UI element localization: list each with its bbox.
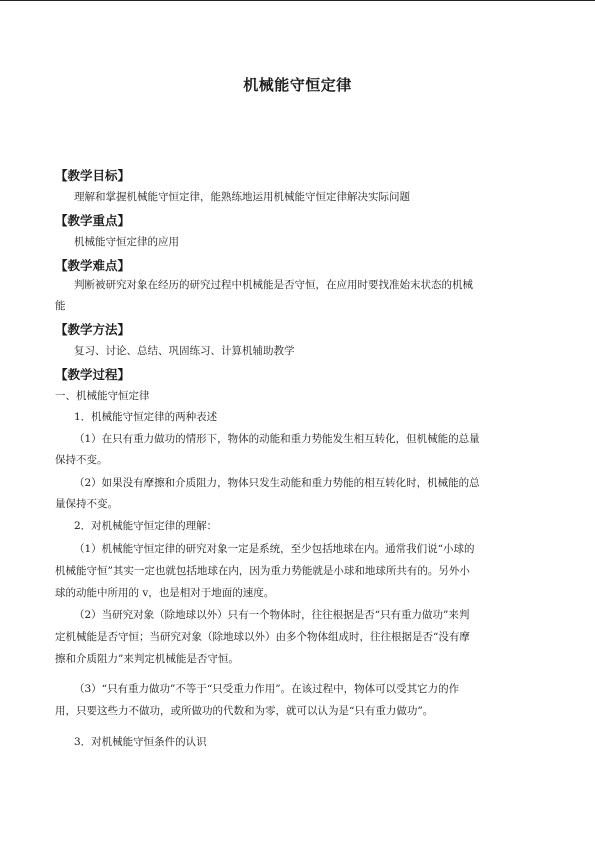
difficult-text-line2: 能	[55, 300, 66, 312]
difficult-text-line1: 判断被研究对象在经历的研究过程中机械能是否守恒，在应用时要找准始末状态的机械	[74, 279, 473, 291]
p3-line3: 球的动能中所用的 v，也是相对于地面的速度。	[55, 587, 275, 599]
heading-key-point: 【教学重点】	[55, 213, 131, 228]
p4-line2: 定机械能是否守恒；当研究对象（除地球以外）由多个物体组成时，往往根据是否“没有摩	[55, 631, 470, 643]
item3-heading: 3．对机械能守恒条件的认识	[74, 736, 207, 748]
p2-line2: 量保持不变。	[55, 498, 118, 510]
p4-line3: 擦和介质阻力”来判定机械能是否守恒。	[55, 653, 239, 665]
p1-line1: （1）在只有重力做功的情形下，物体的动能和重力势能发生相互转化，但机械能的总量	[74, 433, 480, 445]
item1-heading: 1．机械能守恒定律的两种表述	[74, 411, 218, 423]
method-text: 复习、讨论、总结、巩固练习、计算机辅助教学	[74, 345, 295, 357]
p2-line1: （2）如果没有摩擦和介质阻力，物体只发生动能和重力势能的相互转化时，机械能的总	[74, 477, 480, 489]
p5-line1: （3）“只有重力做功”不等于“只受重力作用”。在该过程中，物体可以受其它力的作	[74, 683, 460, 695]
p5-line2: 用，只要这些力不做功，或所做功的代数和为零，就可以认为是“只有重力做功”。	[55, 705, 434, 717]
p3-line2: 机械能守恒”其实一定也就包括地球在内，因为重力势能就是小球和地球所共有的。另外小	[55, 565, 470, 577]
p1-line2: 保持不变。	[55, 454, 108, 466]
heading-teaching-method: 【教学方法】	[55, 322, 131, 337]
heading-teaching-process: 【教学过程】	[55, 367, 131, 382]
p4-line1: （2）当研究对象（除地球以外）只有一个物体时，往往根据是否“只有重力做功”来判	[74, 609, 470, 621]
part1-heading: 一、机械能守恒定律	[55, 390, 150, 402]
goal-text: 理解和掌握机械能守恒定律，能熟练地运用机械能守恒定律解决实际问题	[74, 191, 410, 203]
page-title: 机械能守恒定律	[243, 76, 352, 94]
heading-difficult-point: 【教学难点】	[55, 258, 131, 273]
p3-line1: （1）机械能守恒定律的研究对象一定是系统，至少包括地球在内。通常我们说“小球的	[74, 543, 475, 555]
item2-heading: 2．对机械能守恒定律的理解：	[74, 520, 218, 532]
heading-teaching-goal: 【教学目标】	[55, 168, 131, 183]
key-text: 机械能守恒定律的应用	[74, 236, 179, 248]
